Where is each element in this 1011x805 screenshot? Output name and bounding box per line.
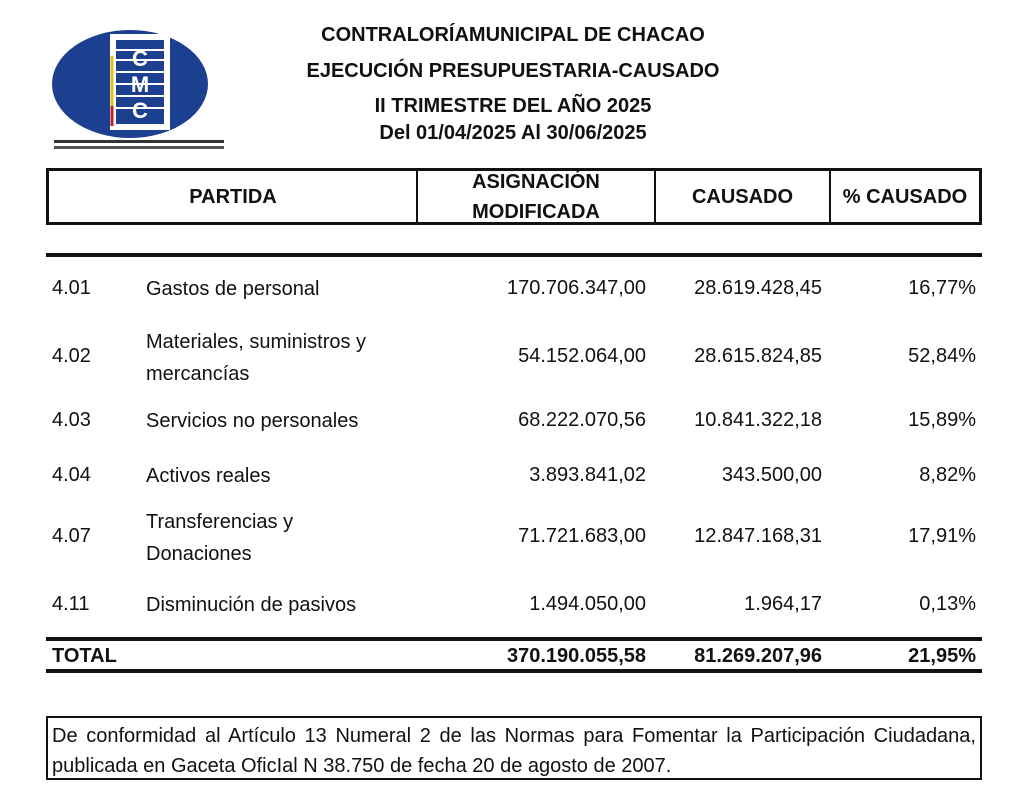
cmc-logo [50, 26, 230, 156]
total-row [46, 645, 982, 671]
row-code: 4.01 [52, 277, 91, 299]
row-causado: 10.841.322,18 [694, 409, 822, 431]
row-pct: 8,82% [919, 464, 976, 486]
table-header [46, 168, 982, 225]
row-pct: 17,91% [908, 525, 976, 547]
row-pct: 52,84% [908, 345, 976, 367]
row-asignacion: 3.893.841,02 [529, 464, 646, 486]
row-asignacion: 71.721.683,00 [518, 525, 646, 547]
table-row [46, 464, 982, 492]
row-pct: 16,77% [908, 277, 976, 299]
table-row [46, 593, 982, 621]
header-line-3: II TRIMESTRE DEL AÑO 2025 [374, 95, 652, 117]
header-line-1: CONTRALORÍAMUNICIPAL DE CHACAO [321, 24, 705, 46]
total-causado: 81.269.207,96 [694, 645, 822, 667]
col-asignacion [418, 171, 654, 222]
row-name: Activos reales [146, 465, 271, 487]
row-causado: 28.615.824,85 [694, 345, 822, 367]
total-asignacion: 370.190.055,58 [506, 645, 646, 667]
row-asignacion: 68.222.070,56 [518, 409, 646, 431]
col-asignacion-line2: MODIFICADA [472, 200, 600, 223]
row-name: Disminución de pasivos [146, 594, 357, 616]
row-code: 4.11 [52, 593, 90, 615]
table-row [46, 326, 982, 390]
total-pct: 21,95% [908, 645, 976, 667]
divider-top [46, 253, 982, 257]
logo-letter-c2: C [132, 98, 148, 123]
table-row [46, 506, 982, 570]
row-code: 4.04 [52, 464, 91, 486]
row-causado: 28.619.428,45 [694, 277, 822, 299]
legal-note: De conformidad al Artículo 13 Numeral 2 de las Normas para Fomentar la Participación Ciudadana, publicada en Gaceta OficIal N 38.750 de fecha 20 de agosto de 2007. [46, 716, 982, 780]
table-row [46, 277, 982, 305]
header-line-4: Del 01/04/2025 Al 30/06/2025 [379, 122, 647, 144]
row-code: 4.07 [52, 525, 91, 547]
row-name: Gastos de personal [146, 278, 320, 300]
row-name: Servicios no personales [146, 410, 359, 432]
divider-total-top [46, 637, 982, 641]
row-asignacion: 1.494.050,00 [529, 593, 646, 615]
logo-letter-m: M [130, 72, 150, 97]
col-asignacion-line1: ASIGNACIÓN [472, 170, 600, 193]
row-asignacion: 170.706.347,00 [506, 277, 646, 299]
table-row [46, 409, 982, 437]
row-causado: 343.500,00 [721, 464, 822, 486]
row-pct: 0,13% [919, 593, 976, 615]
row-causado: 1.964,17 [744, 593, 822, 615]
row-name: Transferencias y Donaciones [146, 511, 294, 565]
row-asignacion: 54.152.064,00 [518, 345, 646, 367]
row-pct: 15,89% [908, 409, 976, 431]
header-line-2: EJECUCIÓN PRESUPUESTARIA-CAUSADO [306, 60, 720, 82]
logo-letter-c1: C [132, 46, 148, 71]
col-pct: % CAUSADO [842, 185, 968, 208]
col-partida: PARTIDA [189, 185, 277, 208]
row-code: 4.03 [52, 409, 91, 431]
col-causado: CAUSADO [691, 185, 794, 208]
row-code: 4.02 [52, 345, 91, 367]
divider-total-bottom [46, 669, 982, 673]
row-causado: 12.847.168,31 [694, 525, 822, 547]
total-label: TOTAL [52, 645, 117, 667]
row-name: Materiales, suministros y mercancías [146, 331, 367, 385]
